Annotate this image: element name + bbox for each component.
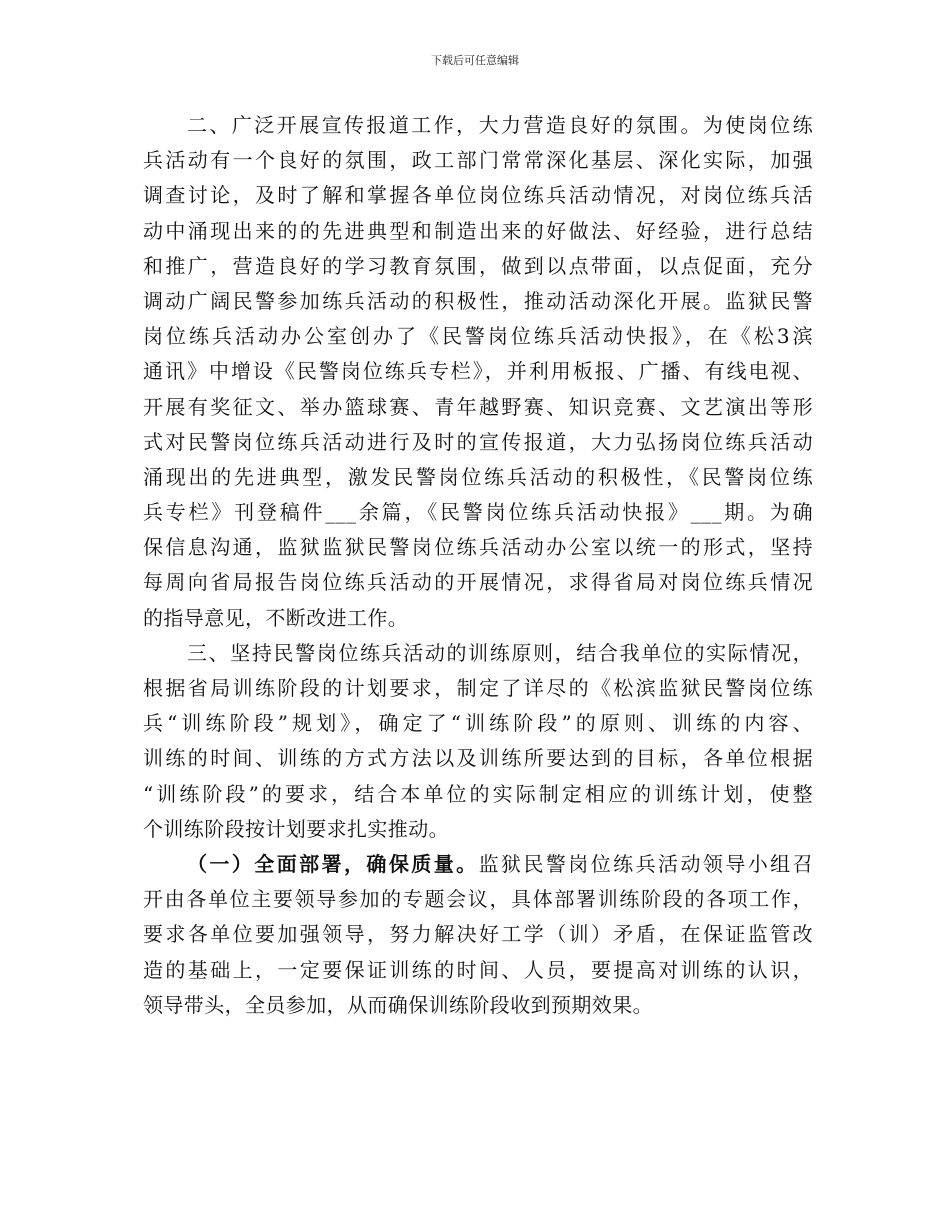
text-line: 兵“训练阶段”规划》，确定了“训练阶段”的原则、训练的内容、 (143, 711, 813, 736)
text-line: 动中涌现出来的的先进典型和制造出来的好做法、好经验，进行总结 (143, 218, 813, 243)
text-line: 三、坚持民警岗位练兵活动的训练原则，结合我单位的实际情况， (187, 640, 813, 665)
paragraph-training-principles (143, 636, 813, 847)
text-line: 训练的时间、训练的方式方法以及训练所要达到的目标，各单位根据 (143, 746, 813, 771)
text-line: 通讯》中增设《民警岗位练兵专栏》，并利用板报、广播、有线电视、 (143, 359, 813, 384)
text-line (143, 847, 813, 882)
text-line: 每周向省局报告岗位练兵活动的开展情况，求得省局对岗位练兵情况 (143, 570, 813, 595)
paragraph-deployment (143, 847, 813, 1023)
text-line: 兵专栏》刊登稿件___余篇，《民警岗位练兵活动快报》___期。为确 (143, 500, 813, 525)
text-line: 岗位练兵活动办公室创办了《民警岗位练兵活动快报》，在《松3滨 (143, 324, 813, 349)
text-line: 兵活动有一个良好的氛围，政工部门常常深化基层、深化实际，加强 (143, 148, 813, 173)
text-line: 开展有奖征文、举办篮球赛、青年越野赛、知识竞赛、文艺演出等形 (143, 394, 813, 419)
heading-line-rest: 监狱民警岗位练兵活动领导小组召 (478, 851, 814, 876)
text-line: 和推广，营造良好的学习教育氛围，做到以点带面，以点促面，充分 (143, 253, 813, 278)
paragraph-publicity (143, 108, 813, 636)
text-line: 涌现出的先进典型，激发民警岗位练兵活动的积极性，《民警岗位练 (143, 464, 813, 489)
text-line: 领导带头，全员参加，从而确保训练阶段收到预期效果。 (143, 992, 653, 1017)
text-line: 二、广泛开展宣传报道工作，大力营造良好的氛围。为使岗位练 (187, 113, 813, 137)
text-line: 要求各单位要加强领导，努力解决好工学（训）矛盾，在保证监管改 (143, 922, 813, 947)
page-header: 下载后可任意编辑 (431, 54, 519, 67)
text-line: 造的基础上，一定要保证训练的时间、人员，要提高对训练的认识， (143, 957, 813, 982)
text-line: 根据省局训练阶段的计划要求，制定了详尽的《松滨监狱民警岗位练 (143, 676, 813, 700)
section-heading: （一）全面部署，确保质量。 (187, 851, 479, 876)
text-line: 调查讨论，及时了解和掌握各单位岗位练兵活动情况，对岗位练兵活 (143, 183, 813, 208)
text-line: 个训练阶段按计划要求扎实推动。 (143, 816, 449, 841)
text-line: 式对民警岗位练兵活动进行及时的宣传报道，大力弘扬岗位练兵活动 (143, 429, 813, 454)
text-line: 的指导意见，不断改进工作。 (143, 605, 409, 630)
document-body (143, 108, 813, 1023)
text-line: 调动广阔民警参加练兵活动的积极性，推动活动深化开展。监狱民警 (143, 288, 813, 313)
text-line: 保信息沟通，监狱监狱民警岗位练兵活动办公室以统一的形式，坚持 (143, 535, 813, 560)
text-line: “训练阶段”的要求，结合本单位的实际制定相应的训练计划，使整 (143, 781, 813, 806)
text-line: 开由各单位主要领导参加的专题会议，具体部署训练阶段的各项工作， (143, 887, 813, 912)
